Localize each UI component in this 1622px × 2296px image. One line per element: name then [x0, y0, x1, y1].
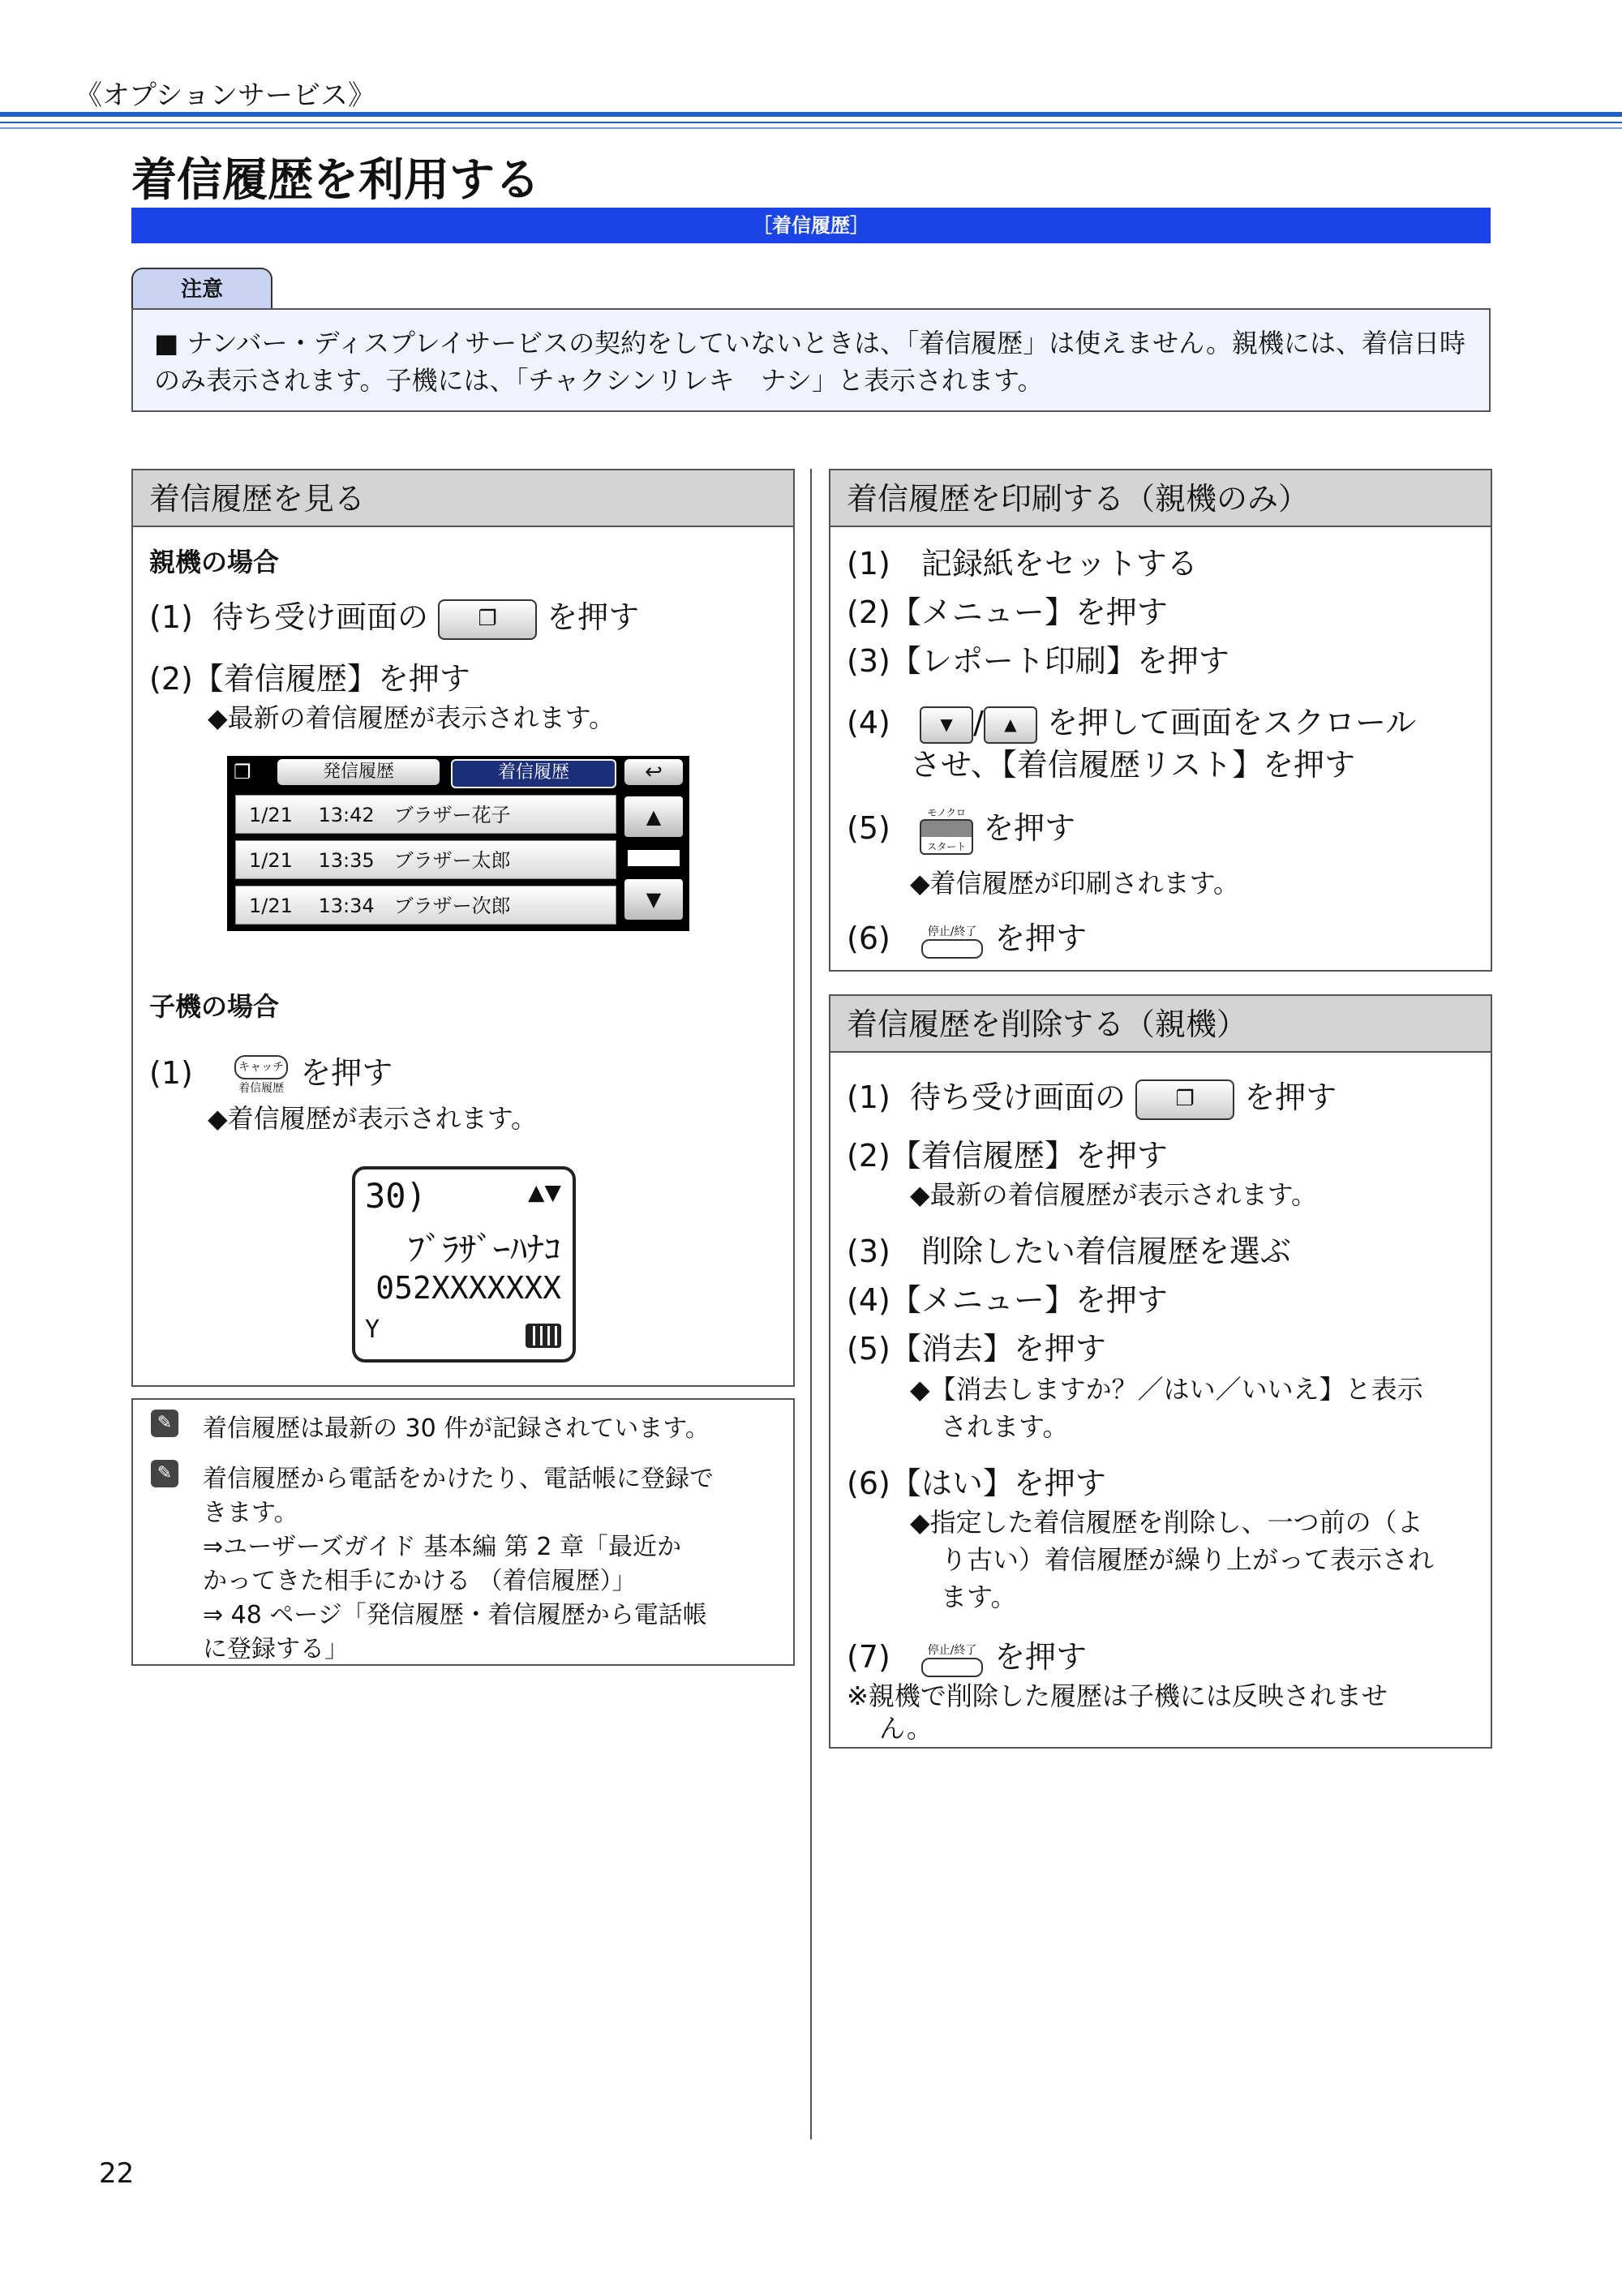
view-step-2-bullet: ◆最新の着信履歴が表示されます。 — [208, 702, 616, 733]
memo-box — [131, 1398, 795, 1666]
print-step-5-bullet: ◆着信履歴が印刷されます。 — [910, 868, 1240, 899]
header-rule-thin — [0, 122, 1622, 123]
child-step-1-bullet: ◆着信履歴が表示されます。 — [208, 1103, 538, 1134]
tab-incoming[interactable]: 着信履歴 — [451, 759, 616, 788]
delete-step-4: (4)【メニュー】を押す — [847, 1282, 1168, 1318]
delete-step-5-bullet-2: されます。 — [941, 1411, 1069, 1442]
delete-history-panel — [829, 994, 1492, 1749]
back-icon[interactable]: ↩ — [624, 759, 683, 785]
history-row[interactable]: 1/21 13:34 ブラザー次郎 — [235, 886, 616, 925]
scroll-down-icon[interactable]: ▼ — [624, 879, 683, 920]
handset-line-3: 052XXXXXXX — [375, 1270, 561, 1306]
down-arrow-button[interactable]: ▼ — [920, 706, 973, 744]
child-heading: 子機の場合 — [149, 991, 280, 1022]
delete-step-1: (1) 待ち受け画面の ❐ を押す — [847, 1072, 1337, 1120]
delete-step-6-bullet-2: り古い）着信履歴が繰り上がって表示され — [941, 1544, 1435, 1575]
caution-box — [131, 308, 1491, 412]
memo-2-line-5: ⇒ 48 ページ「発信履歴・着信履歴から電話帳 — [203, 1601, 707, 1629]
delete-note-line-1: ※親機で削除した履歴は子機には反映されませ — [847, 1680, 1388, 1711]
section-label: 《オプションサービス》 — [75, 79, 375, 112]
delete-step-6-bullet-3: ます。 — [941, 1581, 1017, 1612]
delete-step-2-bullet: ◆最新の着信履歴が表示されます。 — [910, 1179, 1318, 1210]
header-rule-light — [0, 127, 1622, 129]
memo-2-line-1: 着信履歴から電話をかけたり、電話帳に登録で — [203, 1465, 714, 1493]
window-button[interactable]: ❐ — [1135, 1079, 1234, 1120]
view-step-2: (2)【着信履歴】を押す — [149, 661, 470, 697]
scroll-up-icon[interactable]: ▲ — [624, 796, 683, 837]
handset-display — [352, 1166, 576, 1363]
print-step-2: (2)【メニュー】を押す — [847, 594, 1168, 630]
delete-step-3: (3) 削除したい着信履歴を選ぶ — [847, 1234, 1291, 1269]
view-history-panel — [131, 469, 795, 1387]
history-screen — [227, 756, 689, 931]
delete-step-5: (5)【消去】を押す — [847, 1331, 1106, 1367]
delete-step-7: (7) 停止/終了 を押す — [847, 1632, 1087, 1677]
column-divider — [810, 469, 812, 2139]
print-step-4: (4) ▼ / ▲ を押して画面をスクロール — [847, 697, 1416, 744]
memo-2-line-3: ⇒ユーザーズガイド 基本編 第 2 章「最近か — [203, 1533, 681, 1561]
memo-icon: ✎ — [151, 1410, 178, 1437]
up-arrow-button[interactable]: ▲ — [984, 706, 1037, 744]
antenna-icon: Y — [365, 1315, 380, 1344]
child-step-1: (1) キャッチ 着信履歴 を押す — [149, 1055, 393, 1095]
delete-step-5-bullet-1: ◆【消去しますか？／はい／いいえ】と表示 — [910, 1374, 1423, 1405]
handset-line-2: ﾌﾞﾗｻﾞｰﾊﾅｺ — [407, 1230, 561, 1269]
memo-icon: ✎ — [151, 1460, 178, 1487]
header-rule — [0, 112, 1622, 117]
print-step-6: (6) 停止/終了 を押す — [847, 913, 1087, 959]
history-row[interactable]: 1/21 13:35 ブラザー太郎 — [235, 840, 616, 879]
delete-note-line-2: ん。 — [879, 1713, 933, 1744]
scrollbar[interactable] — [624, 847, 683, 869]
mono-start-key[interactable]: モノクロ スタート — [920, 805, 973, 855]
print-step-1: (1) 記録紙をセットする — [847, 546, 1198, 582]
menu-path-bar: ［着信履歴］ — [131, 208, 1491, 243]
caution-text: ■ ナンバー・ディスプレイサービスの契約をしていないときは、「着信履歴」は使えません。親機には、着信日時のみ表示されます。子機には、「チャクシンリレキ ナシ」と表示されます。 — [154, 328, 1466, 396]
catch-history-key[interactable]: キャッチ 着信履歴 — [232, 1055, 290, 1096]
view-history-title: 着信履歴を見る — [133, 470, 793, 527]
print-history-panel — [829, 469, 1492, 972]
delete-step-2: (2)【着信履歴】を押す — [847, 1138, 1168, 1174]
memo-2-line-4: かってきた相手にかける （着信履歴）」 — [203, 1567, 637, 1595]
history-row[interactable]: 1/21 13:42 ブラザー花子 — [235, 795, 616, 834]
window-button[interactable]: ❐ — [438, 599, 537, 640]
print-step-3: (3)【レポート印刷】を押す — [847, 643, 1229, 679]
print-history-title: 着信履歴を印刷する（親機のみ） — [830, 470, 1491, 527]
stop-exit-key[interactable]: 停止/終了 — [920, 1642, 985, 1677]
handset-arrows: ▲▼ — [528, 1176, 561, 1208]
print-step-5: (5) モノクロ スタート を押す — [847, 803, 1075, 855]
delete-step-6: (6)【はい】を押す — [847, 1466, 1106, 1501]
handset-line-1: 30) — [365, 1176, 427, 1216]
memo-2-line-2: きます。 — [203, 1499, 298, 1527]
view-step-1: (1) 待ち受け画面の ❐ を押す — [149, 592, 639, 640]
page-number: 22 — [99, 2157, 135, 2190]
tab-outgoing[interactable]: 発信履歴 — [277, 759, 440, 785]
delete-history-title: 着信履歴を削除する（親機） — [830, 996, 1491, 1053]
window-icon: ❐ — [234, 761, 251, 783]
battery-icon — [526, 1324, 561, 1348]
memo-1: 着信履歴は最新の 30 件が記録されています。 — [203, 1414, 710, 1443]
caution-tab: 注意 — [131, 268, 272, 310]
memo-2-line-6: に登録する」 — [203, 1635, 349, 1663]
stop-exit-key[interactable]: 停止/終了 — [920, 923, 985, 959]
page-title: 着信履歴を利用する — [131, 154, 540, 207]
delete-step-6-bullet-1: ◆指定した着信履歴を削除し、一つ前の（よ — [910, 1507, 1423, 1538]
parent-heading: 親機の場合 — [149, 547, 280, 577]
print-step-4-line-2: させ、【着信履歴リスト】を押す — [910, 747, 1356, 783]
